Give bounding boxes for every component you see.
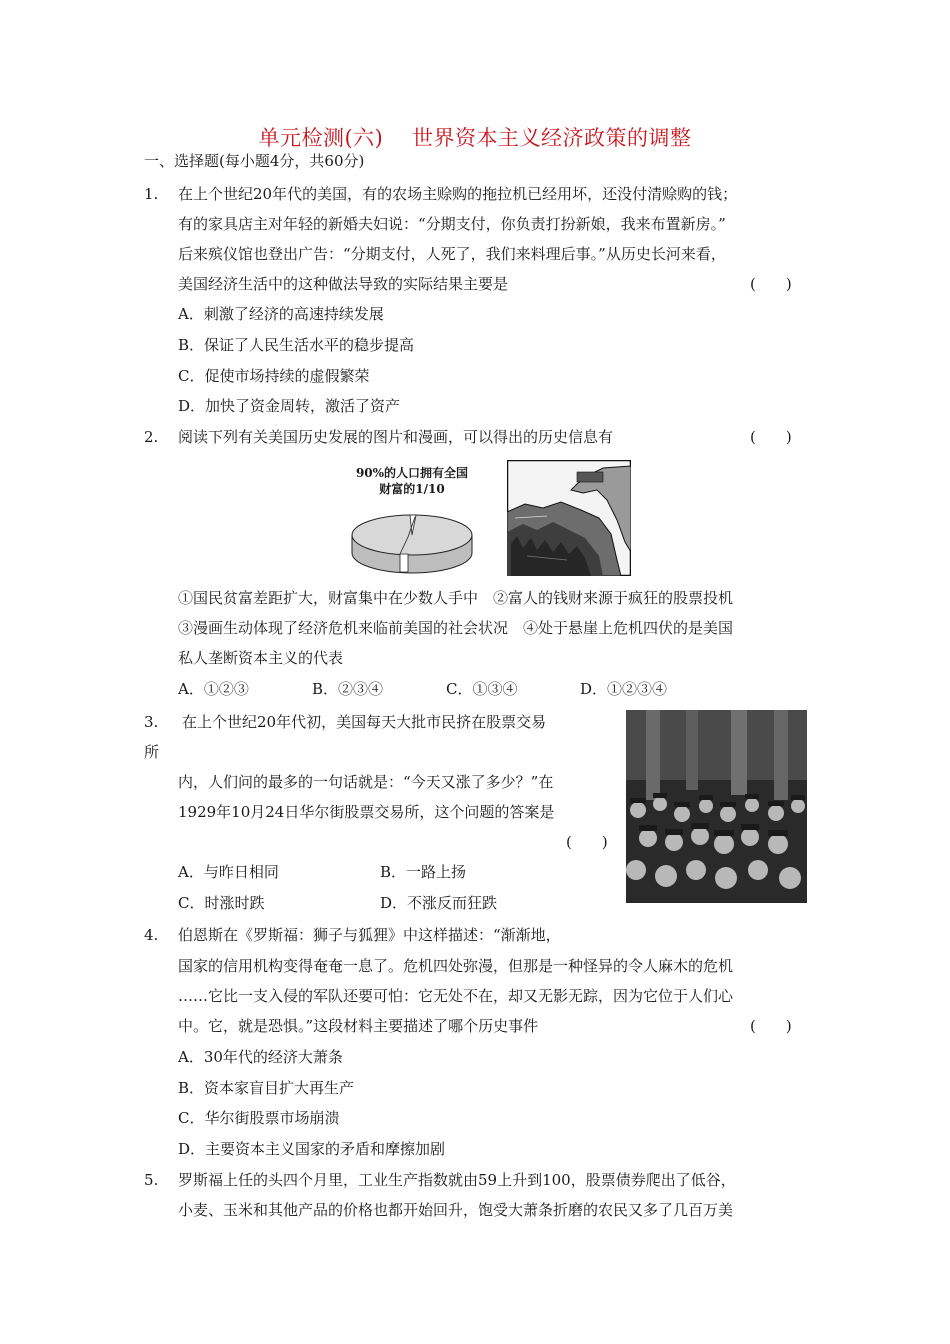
- cartoon-image: [507, 460, 631, 576]
- section-heading: 一、选择题(每小题4分，共60分): [144, 152, 365, 170]
- option-d: D．加快了资金周转，激活了资产: [178, 397, 401, 415]
- option-b: B．一路上扬: [380, 863, 467, 881]
- pie-label: 财富的1/10: [379, 482, 445, 496]
- option-d: D．主要资本主义国家的矛盾和摩擦加剧: [178, 1140, 446, 1158]
- option-c: C．时涨时跌: [178, 894, 265, 912]
- question-stem-line: 阅读下列有关美国历史发展的图片和漫画，可以得出的历史信息有: [178, 428, 614, 446]
- option-d: D．①②③④: [580, 680, 668, 698]
- answer-parentheses: ( ): [566, 833, 608, 851]
- question-stem-line: 美国经济生活中的这种做法导致的实际结果主要是: [178, 275, 509, 293]
- question-stem-line: 所: [144, 743, 160, 761]
- pie-label: 90%的人口拥有全国: [355, 466, 469, 480]
- option-c: C．①③④: [446, 680, 518, 698]
- question-stem-line: 内，人们问的最多的一句话就是：“今天又涨了多少？”在: [178, 773, 554, 791]
- question-stem-line: 罗斯福上任的头四个月里，工业生产指数就由59上升到100，股票债券爬出了低谷，: [178, 1171, 736, 1189]
- question-number: 4.: [144, 926, 159, 944]
- question-stem-line: ……它比一支入侵的军队还要可怕：它无处不在，却又无影无踪，因为它位于人们心: [178, 987, 734, 1005]
- question-stem-line: 国家的信用机构变得奄奄一息了。危机四处弥漫，但那是一种怪异的令人麻木的危机: [178, 957, 734, 975]
- option-c: C．华尔街股票市场崩溃: [178, 1109, 340, 1127]
- question-stem-line: 后来殡仪馆也登出广告：“分期支付，人死了，我们来料理后事。”从历史长河来看，: [178, 245, 726, 263]
- option-a: A．30年代的经济大萧条: [178, 1048, 343, 1066]
- option-a: A．与昨日相同: [178, 863, 279, 881]
- answer-parentheses: ( ): [750, 428, 792, 446]
- question-stem-line: 有的家具店主对年轻的新婚夫妇说：“分期支付，你负责打扮新娘，我来布置新房。”: [178, 215, 726, 233]
- question-number: 3.: [144, 713, 159, 731]
- question-number: 2.: [144, 428, 159, 446]
- question-stem-line: 伯恩斯在《罗斯福：狮子与狐狸》中这样描述：“渐渐地，: [178, 926, 561, 944]
- page-title: 单元检测(六) 世界资本主义经济政策的调整: [258, 126, 692, 150]
- option-d: D．不涨反而狂跌: [380, 894, 498, 912]
- question-stem-line: 在上个世纪20年代初，美国每天大批市民挤在股票交易: [182, 713, 547, 731]
- option-c: C．促使市场持续的虚假繁荣: [178, 367, 370, 385]
- question-stem-line: 1929年10月24日华尔街股票交易所，这个问题的答案是: [178, 803, 555, 821]
- option-b: B．资本家盲目扩大再生产: [178, 1079, 355, 1097]
- pie-chart-figure: [348, 465, 476, 581]
- option-b: B．保证了人民生活水平的稳步提高: [178, 336, 415, 354]
- option-b: B．②③④: [312, 680, 384, 698]
- statement-line: ①国民贫富差距扩大，财富集中在少数人手中 ②富人的钱财来源于疯狂的股票投机: [178, 589, 734, 607]
- question-number: 5.: [144, 1171, 159, 1189]
- option-a: A．刺激了经济的高速持续发展: [178, 305, 384, 323]
- statement-line: ③漫画生动体现了经济危机来临前美国的社会状况 ④处于悬崖上危机四伏的是美国: [178, 619, 734, 637]
- stock-exchange-crowd-photo: [626, 710, 807, 903]
- question-stem-line: 小麦、玉米和其他产品的价格也都开始回升，饱受大萧条折磨的农民又多了几百万美: [178, 1201, 734, 1219]
- question-number: 1.: [144, 185, 159, 203]
- statement-line: 私人垄断资本主义的代表: [178, 649, 344, 667]
- option-a: A．①②③: [178, 680, 249, 698]
- question-stem-line: 中。它，就是恐惧。”这段材料主要描述了哪个历史事件: [178, 1017, 539, 1035]
- pie-chart-graphic: [348, 497, 476, 577]
- answer-parentheses: ( ): [750, 1017, 792, 1035]
- question-stem-line: 在上个世纪20年代的美国，有的农场主赊购的拖拉机已经用坏，还没付清赊购的钱；: [178, 185, 738, 203]
- answer-parentheses: ( ): [750, 275, 792, 293]
